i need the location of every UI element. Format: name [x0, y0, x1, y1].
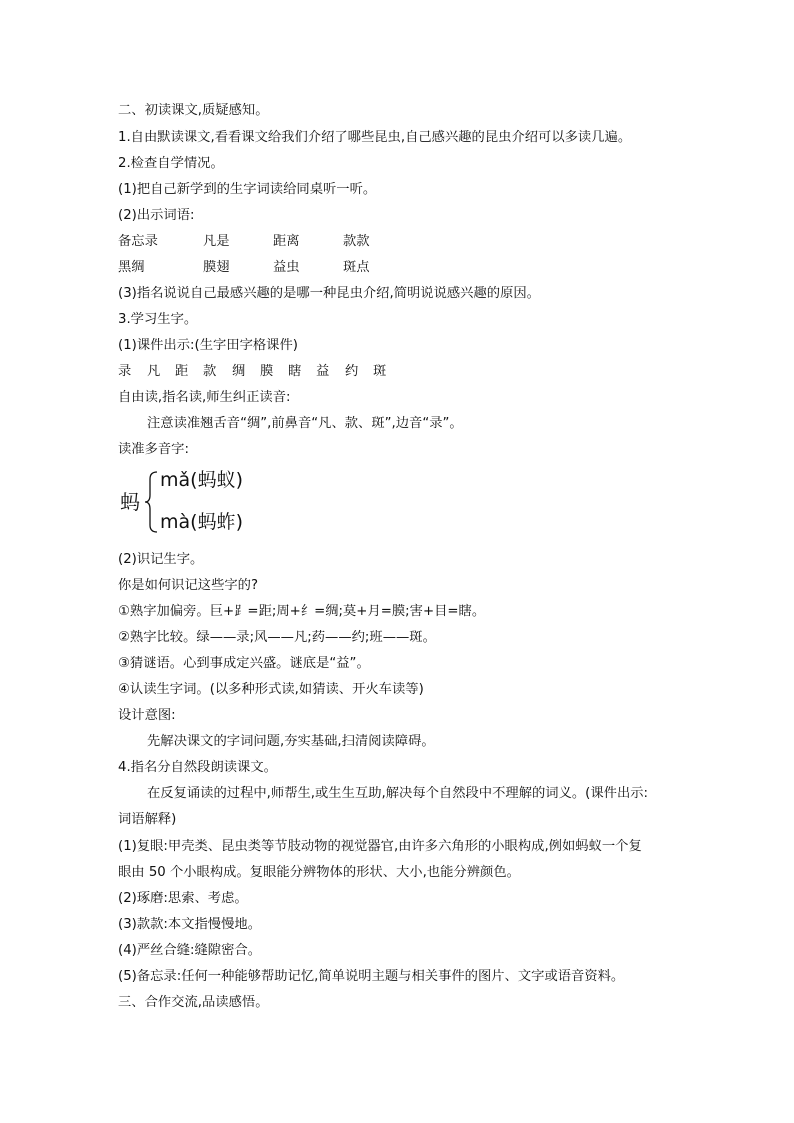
definition-5-text: (5)备忘录:任何一种能够帮助记忆,简单说明主题与相关事件的图片、文字或语音资料。 [118, 969, 625, 984]
pronunciation-note: 注意读准翘舌音“绸”,前鼻音“凡、款、斑”,边音“录”。 [147, 416, 463, 431]
new-character: 距 [175, 364, 189, 379]
new-character: 录 [118, 364, 132, 379]
question-text: 你是如何识记这些字的? [118, 578, 259, 593]
polyphone-reading-1: mǎ(蚂蚁) [160, 469, 243, 491]
step-2-1-text: (1)把自己新学到的生字词读给同桌听一听。 [118, 182, 377, 197]
vocab-word: 凡是 [203, 234, 230, 249]
method-2-text: ②熟字比较。绿——录;风——凡;药——约;班——斑。 [118, 630, 436, 645]
definition-4-text: (4)严丝合缝:缝隙密合。 [118, 943, 261, 958]
design-intent-label: 设计意图: [118, 708, 176, 723]
step-1-text: 1.自由默读课文,看看课文给我们介绍了哪些昆虫,自己感兴趣的昆虫介绍可以多读几遍。 [118, 130, 632, 145]
new-character: 膜 [260, 364, 274, 379]
vocab-word: 备忘录 [118, 234, 158, 249]
new-character: 绸 [232, 364, 246, 379]
step-3-1-text: (1)课件出示:(生字田字格课件) [118, 338, 298, 353]
section-three-heading: 三、合作交流,品读感悟。 [118, 995, 269, 1010]
step-3-2-text: (2)识记生字。 [118, 552, 204, 567]
curly-brace-icon [143, 470, 159, 534]
step-3-text: 3.学习生字。 [118, 312, 198, 327]
vocab-word: 款款 [343, 234, 370, 249]
definition-2-text: (2)琢磨:思索、考虑。 [118, 891, 248, 906]
definition-3-text: (3)款款:本文指慢慢地。 [118, 917, 261, 932]
definition-1-text: (1)复眼:甲壳类、昆虫类等节肢动物的视觉器官,由许多六角形的小眼构成,例如蚂蚁一个复 [118, 839, 642, 854]
polyphone-heading: 读准多音字: [118, 442, 189, 457]
step-2-3-text: (3)指名说说自己最感兴趣的是哪一种昆虫介绍,简明说说感兴趣的原因。 [118, 286, 540, 301]
polyphone-reading-2: mà(蚂蚱) [160, 511, 243, 533]
reading-instruction: 自由读,指名读,师生纠正读音: [118, 390, 291, 405]
polyphone-character: 蚂 [120, 490, 140, 514]
design-intent-text: 先解决课文的字词问题,夯实基础,扫清阅读障碍。 [147, 734, 435, 749]
step-4-text: 4.指名分自然段朗读课文。 [118, 760, 277, 775]
new-character: 凡 [147, 364, 161, 379]
method-4-text: ④认读生字词。(以多种形式读,如猜读、开火车读等) [118, 682, 424, 697]
vocab-word: 益虫 [273, 260, 300, 275]
step-4-paragraph: 在反复诵读的过程中,师帮生,或生生互助,解决每个自然段中不理解的词义。(课件出示: [147, 786, 649, 801]
step-2-2-text: (2)出示词语: [118, 208, 195, 223]
method-1-text: ①熟字加偏旁。巨+⻊=距;周+纟=绸;莫+月=膜;害+目=瞎。 [118, 604, 486, 619]
new-character: 约 [345, 364, 359, 379]
definition-1-cont: 眼由 50 个小眼构成。复眼能分辨物体的形状、大小,也能分辨颜色。 [118, 865, 520, 880]
vocab-word: 膜翅 [203, 260, 230, 275]
step-4-paragraph-cont: 词语解释) [118, 812, 177, 827]
vocab-word: 斑点 [343, 260, 370, 275]
step-2-text: 2.检查自学情况。 [118, 156, 224, 171]
vocab-word: 黑绸 [118, 260, 145, 275]
vocab-word: 距离 [273, 234, 300, 249]
new-character: 瞎 [288, 364, 302, 379]
new-character: 斑 [373, 364, 387, 379]
new-character: 益 [316, 364, 330, 379]
new-character: 款 [203, 364, 217, 379]
section-two-heading: 二、初读课文,质疑感知。 [118, 103, 269, 118]
method-3-text: ③猜谜语。心到事成定兴盛。谜底是“益”。 [118, 656, 370, 671]
